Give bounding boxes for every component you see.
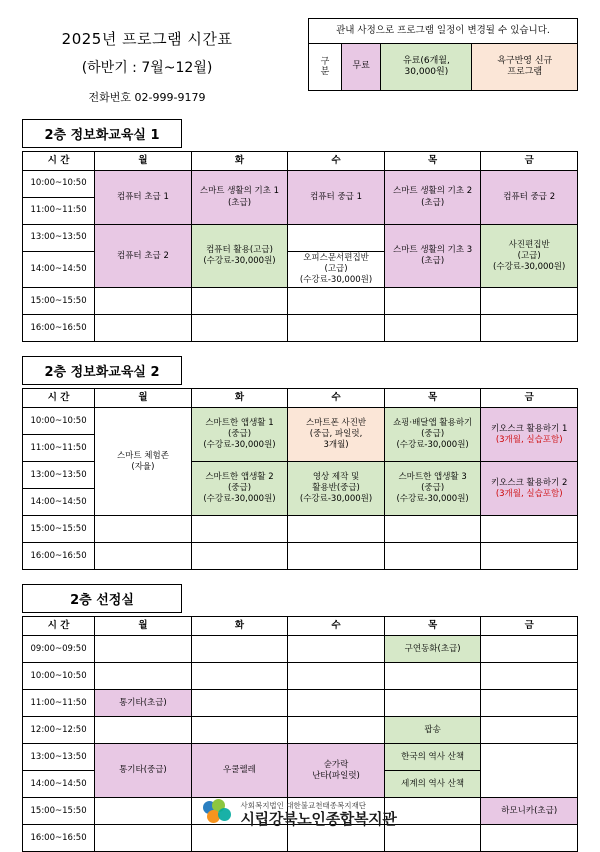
title-block bbox=[22, 18, 272, 105]
schedule-section bbox=[22, 356, 578, 570]
org-foundation-name: 사회복지법인 대한불교천태종복지재단 bbox=[240, 800, 367, 810]
time-slot: 14:00~14:50 bbox=[23, 252, 95, 288]
column-header: 화 bbox=[191, 617, 288, 636]
class-cell[interactable]: 스마트한 앱생활 3 (중급) (수강료-30,000원) bbox=[384, 462, 481, 516]
column-header: 목 bbox=[384, 617, 481, 636]
legend-new-line1: 욕구반영 신규 bbox=[497, 55, 553, 66]
empty-cell bbox=[384, 315, 481, 342]
column-header: 수 bbox=[288, 389, 385, 408]
class-cell[interactable]: 스마트 생활의 기초 1 (초급) bbox=[191, 171, 288, 225]
empty-cell bbox=[95, 663, 192, 690]
org-center-name: 시립강북노인종합복지관 bbox=[240, 809, 397, 828]
footer-logo bbox=[0, 799, 600, 829]
class-cell[interactable]: 사진편집반 (고급) (수강료-30,000원) bbox=[481, 225, 578, 288]
class-cell[interactable]: 하모니카(초급) bbox=[481, 798, 578, 825]
class-cell[interactable]: 쇼핑·배달앱 활용하기 (중급) (수강료-30,000원) bbox=[384, 408, 481, 462]
time-slot: 13:00~13:50 bbox=[23, 225, 95, 252]
empty-cell bbox=[384, 516, 481, 543]
column-header: 화 bbox=[191, 389, 288, 408]
section-title: 2층 정보화교육실 1 bbox=[22, 119, 182, 148]
time-slot: 11:00~11:50 bbox=[23, 435, 95, 462]
empty-cell bbox=[191, 690, 288, 717]
section-title: 2층 선정실 bbox=[22, 584, 182, 613]
empty-cell bbox=[191, 288, 288, 315]
empty-cell bbox=[288, 663, 385, 690]
time-slot: 16:00~16:50 bbox=[23, 825, 95, 852]
table-row bbox=[23, 171, 578, 198]
time-slot: 13:00~13:50 bbox=[23, 744, 95, 771]
empty-cell bbox=[288, 225, 385, 252]
empty-cell bbox=[384, 543, 481, 570]
empty-cell bbox=[384, 690, 481, 717]
page-title: 2025년 프로그램 시간표 bbox=[61, 30, 233, 48]
empty-cell bbox=[481, 744, 578, 798]
class-cell[interactable]: 키오스크 활용하기 2 (3개월, 실습포함) bbox=[481, 462, 578, 516]
table-row bbox=[23, 516, 578, 543]
column-header: 수 bbox=[288, 617, 385, 636]
empty-cell bbox=[288, 636, 385, 663]
table-row bbox=[23, 717, 578, 744]
empty-cell bbox=[481, 636, 578, 663]
legend-kubun-label bbox=[309, 44, 342, 91]
column-header: 월 bbox=[95, 152, 192, 171]
column-header: 시 간 bbox=[23, 152, 95, 171]
page-subtitle: (하반기 : 7월~12월) bbox=[81, 60, 213, 76]
class-cell[interactable]: 스마트 생활의 기초 2 (초급) bbox=[384, 171, 481, 225]
class-cell[interactable]: 팝송 bbox=[384, 717, 481, 744]
section-title: 2층 정보화교육실 2 bbox=[22, 356, 182, 385]
legend-notice: 관내 사정으로 프로그램 일정이 변경될 수 있습니다. bbox=[309, 19, 578, 44]
class-cell[interactable]: 구연동화(초급) bbox=[384, 636, 481, 663]
time-slot: 11:00~11:50 bbox=[23, 198, 95, 225]
empty-cell bbox=[481, 288, 578, 315]
empty-cell bbox=[288, 516, 385, 543]
empty-cell bbox=[481, 543, 578, 570]
empty-cell bbox=[288, 543, 385, 570]
column-header: 금 bbox=[481, 389, 578, 408]
column-header: 시 간 bbox=[23, 389, 95, 408]
table-row bbox=[23, 636, 578, 663]
legend-kubun-line2: 분 bbox=[320, 67, 330, 77]
table-row bbox=[23, 288, 578, 315]
empty-cell bbox=[95, 717, 192, 744]
empty-cell bbox=[288, 690, 385, 717]
time-slot: 10:00~10:50 bbox=[23, 171, 95, 198]
table-row bbox=[23, 663, 578, 690]
empty-cell bbox=[95, 315, 192, 342]
time-slot: 15:00~15:50 bbox=[23, 516, 95, 543]
column-header: 시 간 bbox=[23, 617, 95, 636]
column-header: 화 bbox=[191, 152, 288, 171]
schedule-table bbox=[22, 151, 578, 342]
legend-paid-line1: 유료(6개월, bbox=[402, 55, 450, 66]
time-slot: 11:00~11:50 bbox=[23, 690, 95, 717]
empty-cell bbox=[481, 690, 578, 717]
empty-cell bbox=[191, 636, 288, 663]
time-slot: 12:00~12:50 bbox=[23, 717, 95, 744]
time-slot: 14:00~14:50 bbox=[23, 489, 95, 516]
table-row bbox=[23, 225, 578, 252]
class-cell[interactable]: 컴퓨터 중급 1 bbox=[288, 171, 385, 225]
time-slot: 09:00~09:50 bbox=[23, 636, 95, 663]
empty-cell bbox=[191, 315, 288, 342]
empty-cell bbox=[95, 288, 192, 315]
empty-cell bbox=[288, 288, 385, 315]
empty-cell bbox=[384, 288, 481, 315]
footer-text bbox=[240, 801, 396, 828]
class-cell[interactable]: 스마트한 앱생활 1 (중급) (수강료-30,000원) bbox=[191, 408, 288, 462]
schedule-table bbox=[22, 388, 578, 570]
class-cell[interactable]: 스마트 체험존 (자율) bbox=[95, 408, 192, 516]
empty-cell bbox=[191, 717, 288, 744]
class-cell[interactable]: 컴퓨터 초급 2 bbox=[95, 225, 192, 288]
empty-cell bbox=[95, 543, 192, 570]
empty-cell bbox=[481, 315, 578, 342]
time-slot: 16:00~16:50 bbox=[23, 543, 95, 570]
column-header: 목 bbox=[384, 389, 481, 408]
time-slot: 16:00~16:50 bbox=[23, 315, 95, 342]
class-cell[interactable]: 키오스크 활용하기 1 (3개월, 실습포함) bbox=[481, 408, 578, 462]
legend-new bbox=[472, 44, 578, 91]
time-slot: 13:00~13:50 bbox=[23, 462, 95, 489]
legend-paid-line2: 30,000원) bbox=[404, 67, 449, 77]
table-row bbox=[23, 315, 578, 342]
column-header: 금 bbox=[481, 152, 578, 171]
class-cell[interactable]: 한국의 역사 산책 bbox=[384, 744, 481, 771]
empty-cell bbox=[481, 516, 578, 543]
table-row bbox=[23, 744, 578, 771]
time-slot: 15:00~15:50 bbox=[23, 798, 95, 825]
schedule-section bbox=[22, 119, 578, 342]
table-header-row bbox=[23, 617, 578, 636]
empty-cell bbox=[288, 315, 385, 342]
time-slot: 15:00~15:50 bbox=[23, 288, 95, 315]
legend-paid bbox=[381, 44, 472, 91]
column-header: 월 bbox=[95, 617, 192, 636]
legend-kubun-line1: 구 bbox=[320, 56, 330, 67]
empty-cell bbox=[288, 717, 385, 744]
page-header bbox=[22, 18, 578, 105]
class-cell[interactable]: 우쿨렐레 bbox=[191, 744, 288, 798]
class-cell[interactable]: 통기타(초급) bbox=[95, 690, 192, 717]
schedule-sections bbox=[22, 119, 578, 852]
time-slot: 10:00~10:50 bbox=[23, 663, 95, 690]
legend-free: 무료 bbox=[342, 44, 381, 91]
column-header: 금 bbox=[481, 617, 578, 636]
class-cell[interactable]: 영상 제작 및 활용반(중급) (수강료-30,000원) bbox=[288, 462, 385, 516]
class-cell[interactable]: 스마트 생활의 기초 3 (초급) bbox=[384, 225, 481, 288]
class-cell[interactable]: 컴퓨터 중급 2 bbox=[481, 171, 578, 225]
empty-cell bbox=[95, 516, 192, 543]
class-cell[interactable]: 오피스문서편집반 (고급) (수강료-30,000원) bbox=[288, 252, 385, 288]
column-header: 월 bbox=[95, 389, 192, 408]
column-header: 수 bbox=[288, 152, 385, 171]
class-cell[interactable]: 컴퓨터 활용(고급) (수강료-30,000원) bbox=[191, 225, 288, 288]
flower-logo-icon bbox=[203, 799, 233, 829]
class-cell[interactable]: 숟가락 난타(파일럿) bbox=[288, 744, 385, 798]
class-cell[interactable]: 컴퓨터 초급 1 bbox=[95, 171, 192, 225]
column-header: 목 bbox=[384, 152, 481, 171]
legend-values-row bbox=[309, 44, 578, 91]
empty-cell bbox=[481, 663, 578, 690]
table-row bbox=[23, 543, 578, 570]
class-cell[interactable]: 통기타(중급) bbox=[95, 744, 192, 798]
empty-cell bbox=[191, 516, 288, 543]
legend-notice-row bbox=[309, 19, 578, 44]
time-slot: 10:00~10:50 bbox=[23, 408, 95, 435]
table-header-row bbox=[23, 389, 578, 408]
class-cell[interactable]: 세계의 역사 산책 bbox=[384, 771, 481, 798]
empty-cell bbox=[95, 636, 192, 663]
legend-new-line2: 프로그램 bbox=[507, 67, 543, 77]
time-slot: 14:00~14:50 bbox=[23, 771, 95, 798]
table-header-row bbox=[23, 152, 578, 171]
phone-number: 전화번호 02-999-9179 bbox=[88, 91, 206, 104]
legend-table bbox=[308, 18, 578, 91]
empty-cell bbox=[481, 717, 578, 744]
table-row bbox=[23, 408, 578, 435]
empty-cell bbox=[191, 543, 288, 570]
class-cell[interactable]: 스마트폰 사진반 (중급, 파일럿, 3개월) bbox=[288, 408, 385, 462]
class-cell[interactable]: 스마트한 앱생활 2 (중급) (수강료-30,000원) bbox=[191, 462, 288, 516]
empty-cell bbox=[384, 663, 481, 690]
empty-cell bbox=[191, 663, 288, 690]
table-row bbox=[23, 690, 578, 717]
